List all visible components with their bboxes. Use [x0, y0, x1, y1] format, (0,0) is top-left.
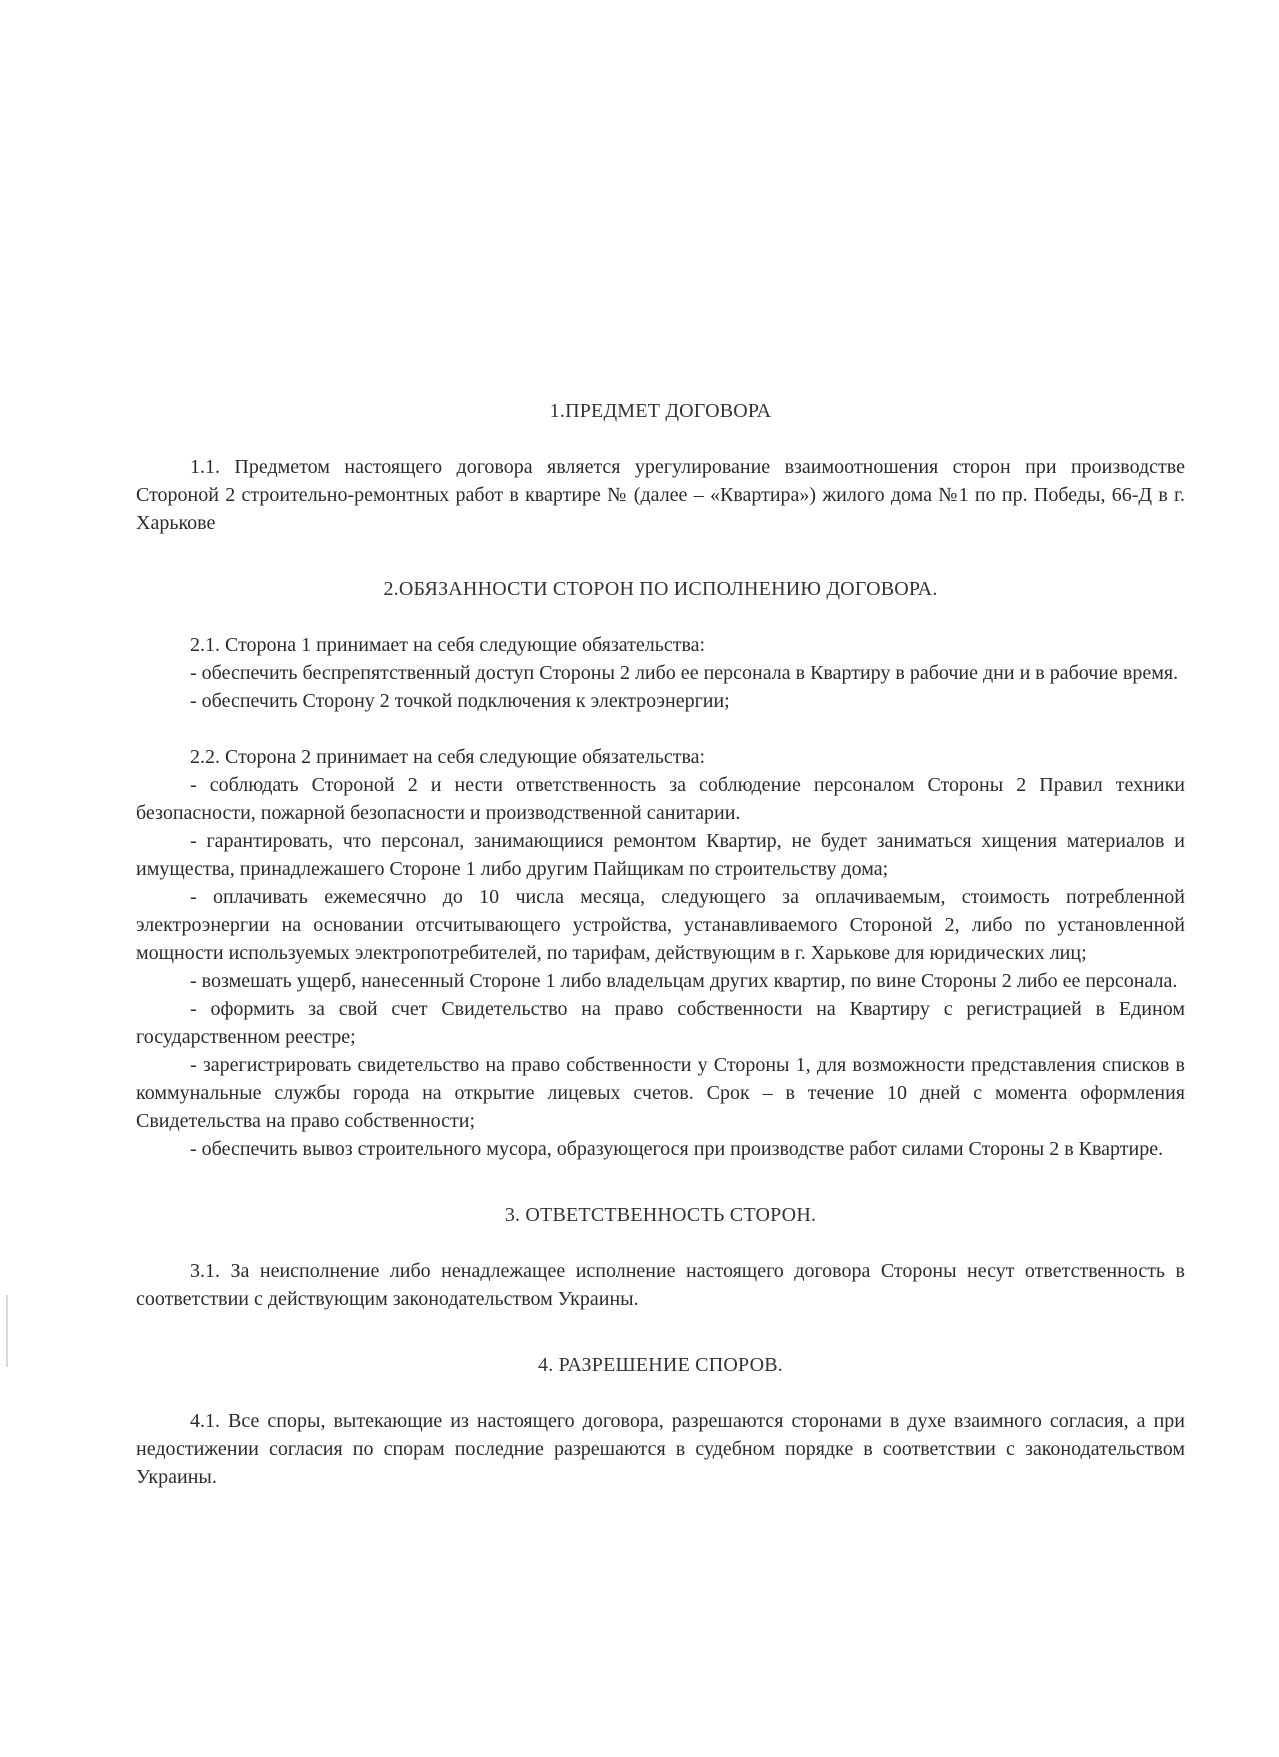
section-3-heading: 3. ОТВЕТСТВЕННОСТЬ СТОРОН.	[504, 1204, 817, 1226]
scan-edge-mark	[6, 1295, 8, 1367]
clause-1-1: 1.1. Предметом настоящего договора является урегулирование взаимоотношения сторон при производстве Стороной 2 строительно-ремонтных работ в квартире № (далее – «Квартира») жилого дома №1 по пр. Победы, 66-Д в г. Харькове	[136, 456, 1185, 534]
clause-2-2-item: - оформить за свой счет Свидетельство на право собственности на Квартиру с регистрацией в Едином государственном реестре;	[136, 998, 1185, 1048]
clause-2-1-intro: 2.1. Сторона 1 принимает на себя следующие обязательства:	[190, 634, 706, 656]
clause-2-2-item: - оплачивать ежемесячно до 10 числа месяца, следующего за оплачиваемым, стоимость потребленной электроэнергии на основании отсчитывающего устройства, устанавливаемого Стороной 2, либо по установленной мощности используемых электропотребителей, по тарифам, действующим в г. Харькове для юридических лиц;	[136, 886, 1185, 964]
clause-2-2-item: - зарегистрировать свидетельство на право собственности у Стороны 1, для возможности представления списков в коммунальные службы города на открытие лицевых счетов. Срок – в течение 10 дней с момента оформления Свидетельства на право собственности;	[136, 1054, 1185, 1132]
clause-2-2-item: - возмешать ущерб, нанесенный Стороне 1 либо владельцам других квартир, по вине Стороны 2 либо ее персонала.	[190, 970, 1178, 992]
clause-2-2-item: - соблюдать Стороной 2 и нести ответственность за соблюдение персоналом Стороны 2 Правил техники безопасности, пожарной безопасности и производственной санитарии.	[136, 774, 1185, 824]
section-1-heading: 1.ПРЕДМЕТ ДОГОВОРА	[549, 400, 772, 422]
clause-2-2-item: - гарантировать, что персонал, занимающиися ремонтом Квартир, не будет заниматься хищения материалов и имущества, принадлежашего Стороне 1 либо другим Пайщикам по строительству дома;	[136, 830, 1185, 880]
clause-2-1-item: - обеспечить беспрепятственный доступ Стороны 2 либо ее персонала в Квартиру в рабочие дни и в рабочие время.	[190, 662, 1179, 684]
clause-2-2-intro: 2.2. Сторона 2 принимает на себя следующие обязательства:	[190, 746, 706, 768]
clause-4-1: 4.1. Все споры, вытекающие из настоящего договора, разрешаются сторонами в духе взаимного согласия, а при недостижении согласия по спорам последние разрешаются в судебном порядке в соответствии с законодательством Украины.	[136, 1410, 1185, 1488]
section-2-heading: 2.ОБЯЗАННОСТИ СТОРОН ПО ИСПОЛНЕНИЮ ДОГОВОРА.	[383, 578, 938, 600]
clause-2-1-item: - обеспечить Сторону 2 точкой подключения к электроэнергии;	[190, 690, 730, 712]
section-4-heading: 4. РАЗРЕШЕНИЕ СПОРОВ.	[538, 1354, 783, 1376]
clause-3-1: 3.1. За неисполнение либо ненадлежащее исполнение настоящего договора Стороны несут ответственность в соответствии с действующим законодательством Украины.	[136, 1260, 1185, 1310]
clause-2-2-item: - обеспечить вывоз строительного мусора, образующегося при производстве работ силами Стороны 2 в Квартире.	[190, 1138, 1164, 1160]
document-body	[136, 397, 1185, 1491]
